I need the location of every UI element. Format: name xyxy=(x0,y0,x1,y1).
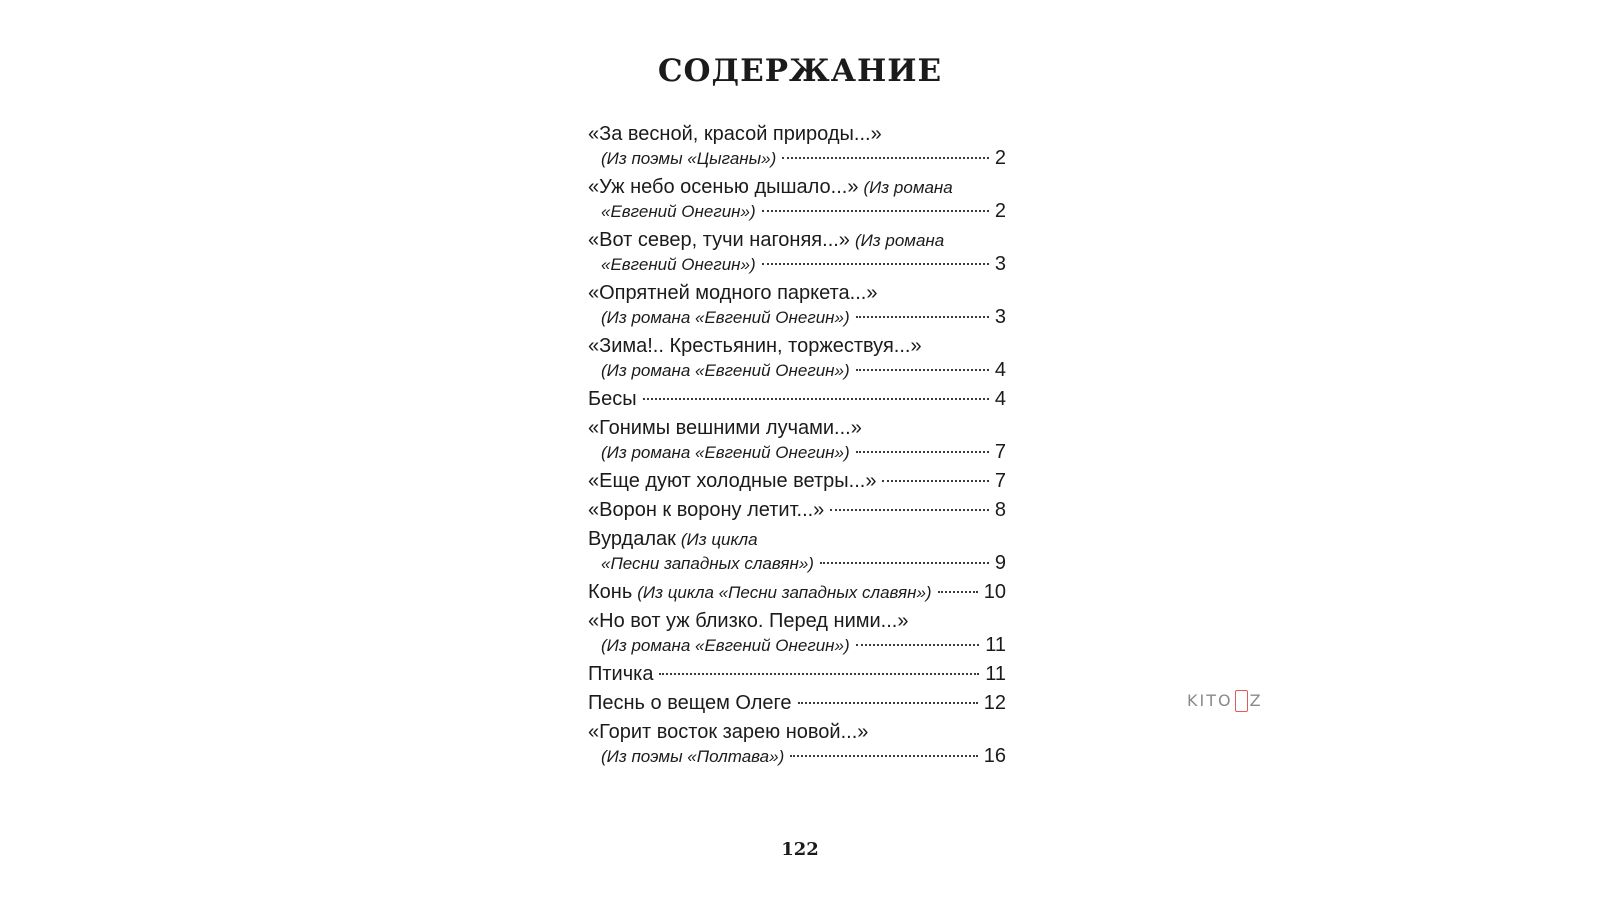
toc-entry xyxy=(588,527,1006,575)
toc-entry-title: «За весной, красой природы...» xyxy=(588,123,882,145)
toc-entry-title: «Гонимы вешними лучами...» xyxy=(588,417,862,439)
toc-entry-line xyxy=(588,122,1006,146)
toc-entry-source-note: (Из романа xyxy=(854,231,945,250)
toc-entry-source: (Из романа «Евгений Онегин») xyxy=(601,636,850,655)
toc-entry-title: Птичка xyxy=(588,663,654,685)
dot-leader xyxy=(782,157,989,159)
toc-entry xyxy=(588,580,1006,604)
toc-entry-title: Бесы xyxy=(588,388,637,410)
toc-entry-subline xyxy=(588,551,1006,575)
toc-entry-line xyxy=(588,416,1006,440)
watermark-text-left: KITO xyxy=(1187,690,1233,710)
toc-entry-subline xyxy=(588,199,1006,223)
toc-entry-line xyxy=(588,334,1006,358)
toc-entry xyxy=(588,281,1006,329)
toc-entry xyxy=(588,387,1006,411)
toc-entry-page: 4 xyxy=(994,359,1006,381)
toc-entry-page: 4 xyxy=(994,388,1006,410)
toc-entry-line xyxy=(588,175,1006,199)
toc-entry-line xyxy=(588,498,1006,522)
dot-leader xyxy=(830,509,989,511)
dot-leader xyxy=(882,480,988,482)
toc-entry-page: 3 xyxy=(994,306,1006,328)
dot-leader xyxy=(790,755,978,757)
toc-entry-source: (Из романа «Евгений Онегин») xyxy=(601,361,850,380)
toc-entry-page: 11 xyxy=(985,634,1006,656)
toc-entry-line xyxy=(588,228,1006,252)
dot-leader xyxy=(856,451,989,453)
dot-leader xyxy=(762,210,989,212)
toc-entry-title: «Опрятней модного паркета...» xyxy=(588,282,878,304)
toc-entry-line xyxy=(588,469,1006,493)
toc-entry-source: «Евгений Онегин») xyxy=(601,255,756,274)
toc-entry-line xyxy=(588,281,1006,305)
toc-entry xyxy=(588,498,1006,522)
toc-entry-source-note: (Из цикла xyxy=(680,530,758,549)
toc-entry-line xyxy=(588,609,1006,633)
toc-entry xyxy=(588,662,1006,686)
toc-entry-source: (Из романа «Евгений Онегин») xyxy=(601,443,850,462)
toc-entry-page: 10 xyxy=(983,581,1006,603)
toc-entry-page: 7 xyxy=(994,470,1006,492)
toc-entry-subline xyxy=(588,146,1006,170)
toc-entry-title: «Зима!.. Крестьянин, торжествуя...» xyxy=(588,335,922,357)
dot-leader xyxy=(659,673,979,675)
toc-entry-source: «Песни западных славян») xyxy=(601,554,814,573)
toc-entry-page: 2 xyxy=(994,147,1006,169)
toc-entry-subline xyxy=(588,744,1006,768)
toc-entry xyxy=(588,720,1006,768)
toc-entry-source: (Из поэмы «Цыганы») xyxy=(601,149,777,168)
toc-entry-line xyxy=(588,691,1006,715)
toc-entry-title: «Вот север, тучи нагоняя...» xyxy=(588,229,850,251)
dot-leader xyxy=(856,316,989,318)
toc-entry-source: (Из романа «Евгений Онегин») xyxy=(601,308,850,327)
toc-entry xyxy=(588,122,1006,170)
toc-entry-page: 16 xyxy=(983,745,1006,767)
toc-entry-title: «Еще дуют холодные ветры...» xyxy=(588,470,877,492)
toc-entry xyxy=(588,609,1006,657)
dot-leader xyxy=(643,398,989,400)
dot-leader xyxy=(856,369,989,371)
toc-entry-title: «Ворон к ворону летит...» xyxy=(588,499,825,521)
watermark-text-right: Z xyxy=(1249,690,1263,710)
toc-entry-page: 12 xyxy=(983,692,1006,714)
toc-entry-title: «Горит восток зарею новой...» xyxy=(588,721,869,743)
watermark-logo xyxy=(1187,689,1263,711)
toc-entry-source-note: (Из цикла «Песни западных славян») xyxy=(637,583,932,602)
toc-entry xyxy=(588,175,1006,223)
toc-entry-line xyxy=(588,527,1006,551)
toc-entry-subline xyxy=(588,358,1006,382)
toc-entry xyxy=(588,416,1006,464)
toc-entry-line xyxy=(588,580,1006,604)
toc-entry-subline xyxy=(588,440,1006,464)
toc-entry-title: «Но вот уж близко. Перед ними...» xyxy=(588,610,909,632)
book-icon xyxy=(1235,690,1248,712)
toc-entry-subline xyxy=(588,305,1006,329)
dot-leader xyxy=(938,591,978,593)
toc-entry-page: 2 xyxy=(994,200,1006,222)
toc-entry-page: 3 xyxy=(994,253,1006,275)
toc-entry-title: «Уж небо осенью дышало...» xyxy=(588,176,859,198)
toc-entry xyxy=(588,469,1006,493)
toc-entry xyxy=(588,228,1006,276)
toc-entry-page: 7 xyxy=(994,441,1006,463)
toc-title: СОДЕРЖАНИЕ xyxy=(657,53,943,89)
toc-entry-page: 8 xyxy=(994,499,1006,521)
toc-entry-source: (Из поэмы «Полтава») xyxy=(601,747,785,766)
toc-entry-source: «Евгений Онегин») xyxy=(601,202,756,221)
toc-entry-title: Песнь о вещем Олеге xyxy=(588,692,792,714)
toc-entry-title: Конь xyxy=(588,581,633,603)
toc-entry-subline xyxy=(588,252,1006,276)
toc-entry-page: 11 xyxy=(985,663,1006,685)
dot-leader xyxy=(856,644,980,646)
dot-leader xyxy=(798,702,978,704)
toc-entry-title: Вурдалак xyxy=(588,528,676,550)
dot-leader xyxy=(762,263,989,265)
toc-entry-page: 9 xyxy=(994,552,1006,574)
toc-entry-line xyxy=(588,387,1006,411)
toc-entry xyxy=(588,334,1006,382)
table-of-contents xyxy=(588,122,1006,773)
page-number: 122 xyxy=(781,839,819,860)
dot-leader xyxy=(820,562,989,564)
toc-entry xyxy=(588,691,1006,715)
toc-entry-source-note: (Из романа xyxy=(863,178,953,197)
toc-entry-line xyxy=(588,662,1006,686)
toc-entry-line xyxy=(588,720,1006,744)
toc-entry-subline xyxy=(588,633,1006,657)
